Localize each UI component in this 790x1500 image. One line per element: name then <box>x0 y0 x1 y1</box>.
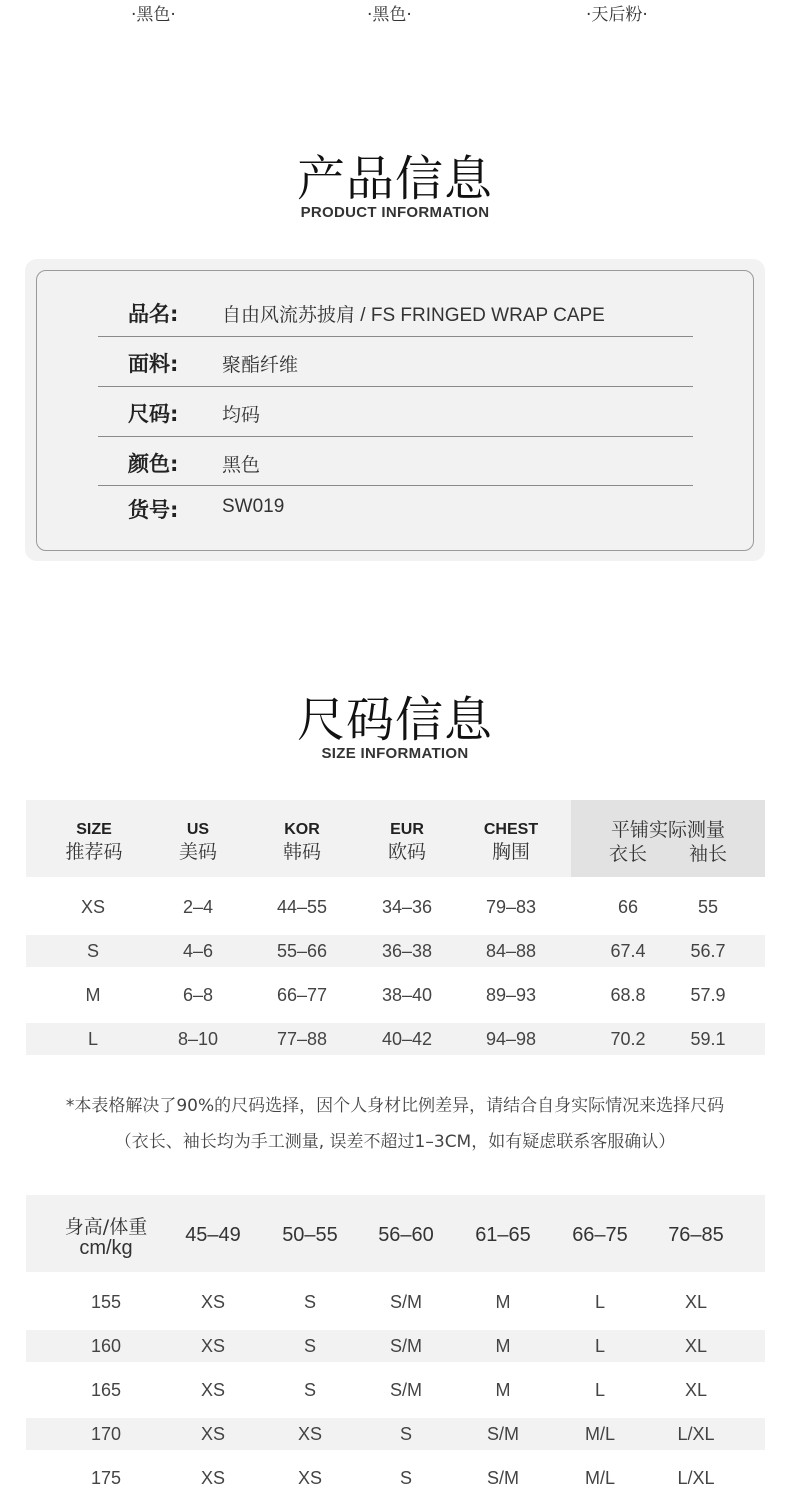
header-length-cn: 衣长 <box>608 843 647 865</box>
size-note-line2: （衣长、袖长均为手工测量, 误差不超过1–3CM，如有疑虑联系客服确认） <box>114 1132 676 1152</box>
info-key-sku: 货号: <box>128 498 179 522</box>
header-sleeve <box>668 842 748 866</box>
recommend-cell: XS <box>200 1336 225 1356</box>
recommend-cell: XS <box>200 1292 225 1312</box>
color-label-black-1: ·黑色· <box>131 5 176 25</box>
info-key-color: 颜色: <box>128 452 179 476</box>
recommend-cell: XS <box>200 1424 225 1444</box>
size-cell: 89–93 <box>485 985 537 1005</box>
product-info-title: 产品信息 <box>296 151 493 207</box>
recommend-corner-line2: cm/kg <box>79 1237 133 1259</box>
recommend-cell: M/L <box>584 1424 615 1444</box>
recommend-cell: XL <box>684 1292 708 1312</box>
info-key-size: 尺码: <box>128 402 179 426</box>
size-cell: 66 <box>617 897 639 917</box>
size-cell: 44–55 <box>276 897 328 917</box>
header-us <box>148 820 248 864</box>
size-cell: M <box>85 985 101 1005</box>
header-measure <box>571 818 765 842</box>
info-val-sku: SW019 <box>222 496 285 517</box>
recommend-cell: 160 <box>90 1336 122 1356</box>
size-cell: S <box>86 941 99 961</box>
header-eur-en: EUR <box>390 821 424 838</box>
recommend-cell: 170 <box>90 1424 122 1444</box>
info-row-name <box>98 286 693 337</box>
size-note-line1: *本表格解决了90%的尺码选择，因个人身材比例差异，请结合自身实际情况来选择尺码 <box>65 1096 725 1116</box>
recommend-cell: 175 <box>90 1468 122 1488</box>
recommend-cell: XL <box>684 1336 708 1356</box>
size-cell: 68.8 <box>610 985 646 1005</box>
size-cell: 8–10 <box>177 1029 219 1049</box>
recommend-cell: S/M <box>389 1380 422 1400</box>
color-label-pink: ·天后粉· <box>586 5 648 25</box>
recommend-cell: L <box>594 1292 605 1312</box>
header-size <box>44 820 144 864</box>
info-row-size <box>98 386 693 437</box>
color-label-black-2: ·黑色· <box>367 5 412 25</box>
recommend-cell: S <box>303 1292 316 1312</box>
size-cell: 55–66 <box>276 941 328 961</box>
info-val-color: 黑色 <box>222 454 261 476</box>
recommend-cell: 155 <box>90 1292 122 1312</box>
size-cell: 70.2 <box>610 1029 646 1049</box>
recommend-cell: L <box>594 1336 605 1356</box>
size-cell: 40–42 <box>381 1029 433 1049</box>
header-chest <box>461 820 561 864</box>
header-us-en: US <box>186 821 210 838</box>
recommend-cell: XS <box>200 1380 225 1400</box>
size-cell: 67.4 <box>610 941 646 961</box>
recommend-cell: L <box>594 1380 605 1400</box>
header-eur-cn: 欧码 <box>387 841 426 863</box>
recommend-cell: M <box>495 1380 511 1400</box>
header-chest-en: CHEST <box>483 821 539 838</box>
weight-header: 66–75 <box>572 1224 628 1246</box>
size-cell: 77–88 <box>276 1029 328 1049</box>
recommend-cell: XS <box>297 1468 322 1488</box>
header-eur <box>357 820 457 864</box>
weight-header: 56–60 <box>378 1224 434 1246</box>
recommend-cell: S/M <box>389 1292 422 1312</box>
size-cell: 2–4 <box>182 897 214 917</box>
size-cell: 59.1 <box>690 1029 726 1049</box>
header-size-cn: 推荐码 <box>65 841 123 863</box>
info-row-sku <box>98 482 693 532</box>
size-cell: 94–98 <box>485 1029 537 1049</box>
weight-header: 50–55 <box>282 1224 338 1246</box>
recommend-cell: XS <box>297 1424 322 1444</box>
size-cell: 36–38 <box>381 941 433 961</box>
size-cell: L <box>87 1029 98 1049</box>
info-val-size: 均码 <box>222 404 261 426</box>
recommend-cell: S/M <box>486 1468 519 1488</box>
header-kor-en: KOR <box>284 821 320 838</box>
size-cell: 84–88 <box>485 941 537 961</box>
recommend-cell: M/L <box>584 1468 615 1488</box>
header-chest-cn: 胸围 <box>491 841 530 863</box>
recommend-cell: M <box>495 1292 511 1312</box>
product-info-subtitle: PRODUCT INFORMATION <box>300 204 490 221</box>
header-us-cn: 美码 <box>178 841 217 863</box>
size-cell: 4–6 <box>182 941 214 961</box>
recommend-cell: XL <box>684 1380 708 1400</box>
size-cell: XS <box>80 897 105 917</box>
info-key-name: 品名: <box>128 302 179 326</box>
header-length <box>588 842 668 866</box>
size-cell: 79–83 <box>485 897 537 917</box>
header-size-en: SIZE <box>76 821 112 838</box>
weight-header: 45–49 <box>185 1224 241 1246</box>
recommend-cell: XS <box>200 1468 225 1488</box>
recommend-corner-line1: 身高/体重 <box>64 1216 148 1238</box>
weight-header: 76–85 <box>668 1224 724 1246</box>
header-kor <box>252 820 352 864</box>
size-cell: 38–40 <box>381 985 433 1005</box>
size-cell: 56.7 <box>690 941 726 961</box>
weight-header: 61–65 <box>475 1224 531 1246</box>
header-sleeve-cn: 袖长 <box>688 843 727 865</box>
recommend-cell: S/M <box>389 1336 422 1356</box>
recommend-cell: L/XL <box>677 1468 715 1488</box>
recommend-cell: S <box>303 1336 316 1356</box>
header-kor-cn: 韩码 <box>282 841 321 863</box>
size-info-title: 尺码信息 <box>296 692 493 748</box>
info-row-color <box>98 436 693 486</box>
header-measure-title: 平铺实际测量 <box>610 819 725 841</box>
info-key-fabric: 面料: <box>128 352 179 376</box>
recommend-cell: S <box>399 1468 412 1488</box>
recommend-cell: M <box>495 1336 511 1356</box>
size-cell: 55 <box>697 897 719 917</box>
recommend-cell: L/XL <box>677 1424 715 1444</box>
recommend-cell: S/M <box>486 1424 519 1444</box>
size-cell: 34–36 <box>381 897 433 917</box>
size-info-subtitle: SIZE INFORMATION <box>321 745 469 762</box>
size-cell: 66–77 <box>276 985 328 1005</box>
info-row-fabric <box>98 336 693 387</box>
size-cell: 57.9 <box>690 985 726 1005</box>
recommend-cell: 165 <box>90 1380 122 1400</box>
size-cell: 6–8 <box>182 985 214 1005</box>
info-val-fabric: 聚酯纤维 <box>222 354 299 376</box>
info-val-name: 自由风流苏披肩 / FS FRINGED WRAP CAPE <box>222 305 605 326</box>
recommend-cell: S <box>399 1424 412 1444</box>
recommend-cell: S <box>303 1380 316 1400</box>
